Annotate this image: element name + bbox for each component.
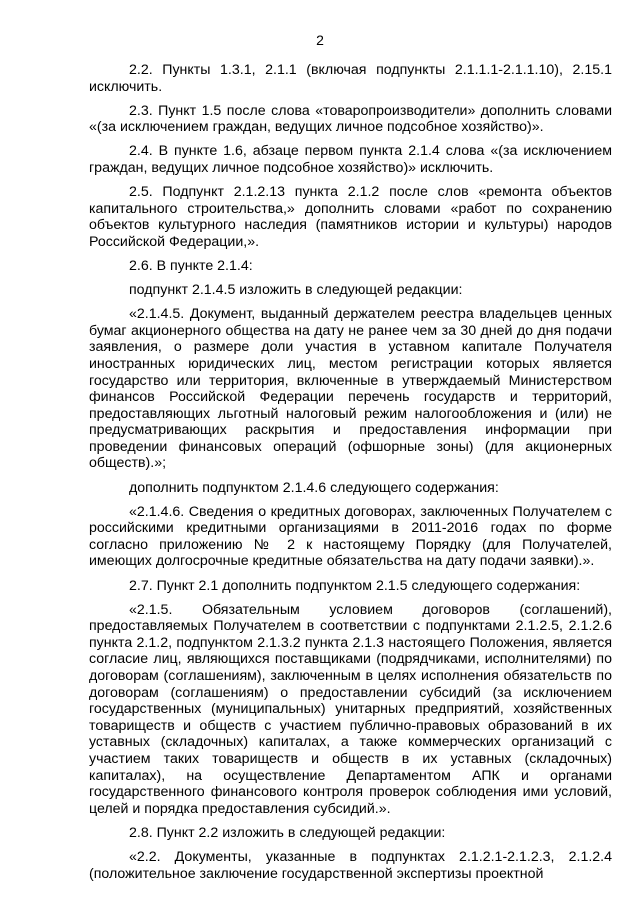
paragraph-2-7: 2.7. Пункт 2.1 дополнить подпунктом 2.1.5 следующего содержания:	[129, 577, 581, 594]
page-number: 2	[316, 32, 324, 48]
paragraph-2-6-addition: дополнить подпунктом 2.1.4.6 следующего содержания:	[129, 479, 499, 496]
paragraph-2-1-4-6: «2.1.4.6. Сведения о кредитных договорах, заключенных Получателем с российскими кредитными организациями в 2011-2016 годах по форме согласно приложению № 2 к настоящему Порядку (для Получателей, имеющих долгосрочные кредитные обязательства на дату подачи заявки).».	[89, 503, 612, 570]
paragraph-2-4: 2.4. В пункте 1.6, абзаце первом пункта 2.1.4 слова «(за исключением граждан, ведущих личное подсобное хозяйство)» исключить.	[89, 143, 612, 176]
paragraph-2-8: 2.8. Пункт 2.2 изложить в следующей редакции:	[129, 824, 446, 841]
paragraph-2-2: 2.2. Пункты 1.3.1, 2.1.1 (включая подпункты 2.1.1.1-2.1.1.10), 2.15.1 исключить.	[89, 62, 612, 95]
document-body	[89, 62, 612, 882]
paragraph-2-6: 2.6. В пункте 2.1.4:	[129, 257, 253, 274]
paragraph-2-2-new: «2.2. Документы, указанные в подпунктах 2.1.2.1-2.1.2.3, 2.1.2.4 (положительное заключение государственной экспертизы проектной	[89, 848, 612, 882]
paragraph-2-3: 2.3. Пункт 1.5 после слова «товаропроизводители» дополнить словами «(за исключением граждан, ведущих личное подсобное хозяйство)».	[89, 102, 612, 136]
paragraph-2-1-4-5: «2.1.4.5. Документ, выданный держателем реестра владельцев ценных бумаг акционерного общества на дату не ранее чем за 30 дней до дня подачи заявления, о размере доли участия в уставном капитале Получателя иностранных юридических лиц, местом регистрации которых является государство или территория, включенные в утверждаемый Министерством финансов Российской Федерации перечень государств и территорий, предоставляющих льготный налоговый режим налогообложения и (или) не предусматривающих раскрытия и предоставления информации при проведении финансовых операций (офшорные зоны) (для акционерных обществ).»;	[89, 306, 612, 472]
paragraph-2-5: 2.5. Подпункт 2.1.2.13 пункта 2.1.2 после слов «ремонта объектов капитального строительства,» дополнить словами «работ по сохранению объектов культурного наследия (памятников истории и культуры) народов Российской Федерации,».	[89, 184, 612, 250]
paragraph-2-1-5: «2.1.5. Обязательным условием договоров (соглашений), предоставляемых Получателем в соответствии с подпунктами 2.1.2.5, 2.1.2.6 пункта 2.1.2, подпунктом 2.1.3.2 пункта 2.1.3 настоящего Положения, является согласие лиц, являющихся поставщиками (подрядчиками, исполнителями) по договорам (соглашениям), заключенным в целях исполнения обязательств по договорам (соглашениям) о предоставлении субсидий (за исключением государственных (муниципальных) унитарных предприятий, хозяйственных товариществ и обществ с участием публично-правовых образований в их уставных (складочных) капиталах, а также коммерческих организаций с участием таких товариществ и обществ в их уставных (складочных) капиталах), на осуществление Департаментом АПК и органами государственного финансового контроля проверок соблюдения ими условий, целей и порядка предоставления субсидий.».	[89, 601, 612, 817]
paragraph-2-6-intro: подпункт 2.1.4.5 изложить в следующей редакции:	[129, 282, 463, 299]
